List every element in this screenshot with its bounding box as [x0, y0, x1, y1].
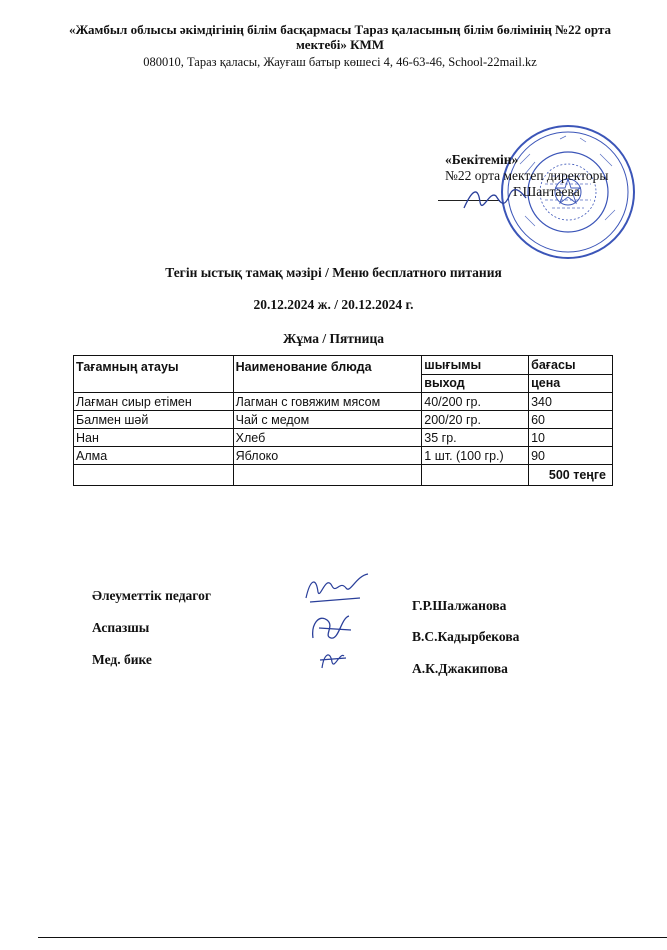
total-row — [74, 465, 613, 486]
signatory-name: В.С.Кадырбекова — [412, 629, 520, 644]
organization-address: 080010, Тараз қаласы, Жауғаш батыр көшесі 4, 46-63-46, School-22mail.kz — [143, 55, 537, 69]
director-signature — [460, 180, 530, 216]
bottom-edge-line — [38, 937, 667, 938]
table-row — [74, 393, 613, 411]
table-row — [74, 429, 613, 447]
table-row — [74, 447, 613, 465]
dish-name-kz: Балмен шәй — [74, 411, 234, 429]
dish-name-kz: Алма — [74, 447, 234, 465]
signatory-role: Аспазшы — [92, 620, 150, 635]
dish-yield: 40/200 гр. — [422, 393, 529, 411]
menu-day: Жұма / Пятница — [283, 331, 384, 346]
signatory-role: Мед. бике — [92, 652, 152, 667]
dish-name-kz: Лағман сиыр етімен — [74, 393, 234, 411]
table-row — [74, 411, 613, 429]
approval-title: «Бекітемін» — [445, 152, 519, 167]
dish-name-ru: Чай с медом — [233, 411, 422, 429]
menu-table — [73, 355, 613, 486]
dish-price: 90 — [529, 447, 613, 465]
column-header-yield-ru: выход — [422, 374, 529, 393]
dish-name-ru: Яблоко — [233, 447, 422, 465]
dish-yield: 200/20 гр. — [422, 411, 529, 429]
total-price: 500 теңге — [529, 465, 613, 486]
approval-name: Г.Шантаева — [513, 184, 580, 199]
column-header-price-kz: бағасы — [529, 356, 613, 375]
table-header-row — [74, 356, 613, 375]
dish-yield: 35 гр. — [422, 429, 529, 447]
cook-signature — [305, 608, 357, 644]
signatory-role: Әлеуметтік педагог — [92, 588, 211, 603]
column-header-price-ru: цена — [529, 374, 613, 393]
dish-price: 340 — [529, 393, 613, 411]
nurse-signature — [316, 646, 350, 672]
column-header-name-kz: Тағамның атауы — [74, 356, 234, 393]
dish-yield: 1 шт. (100 гр.) — [422, 447, 529, 465]
menu-title: Тегін ыстық тамақ мәзірі / Меню бесплатного питания — [165, 265, 502, 280]
social-pedagogue-signature — [300, 568, 372, 606]
dish-name-kz: Нан — [74, 429, 234, 447]
menu-date: 20.12.2024 ж. / 20.12.2024 г. — [253, 297, 414, 312]
column-header-yield-kz: шығымы — [422, 356, 529, 375]
dish-name-ru: Хлеб — [233, 429, 422, 447]
signatory-name: Г.Р.Шалжанова — [412, 598, 507, 613]
column-header-name-ru: Наименование блюда — [233, 356, 422, 393]
dish-price: 10 — [529, 429, 613, 447]
organization-header: «Жамбыл облысы әкімдігінің білім басқармасы Тараз қаласының білім бөлімінің №22 орта мектебі» КММ — [69, 22, 611, 52]
dish-name-ru: Лагман с говяжим мясом — [233, 393, 422, 411]
dish-price: 60 — [529, 411, 613, 429]
approval-position: №22 орта мектеп директоры — [445, 168, 609, 183]
signatory-name: А.К.Джакипова — [412, 661, 508, 676]
